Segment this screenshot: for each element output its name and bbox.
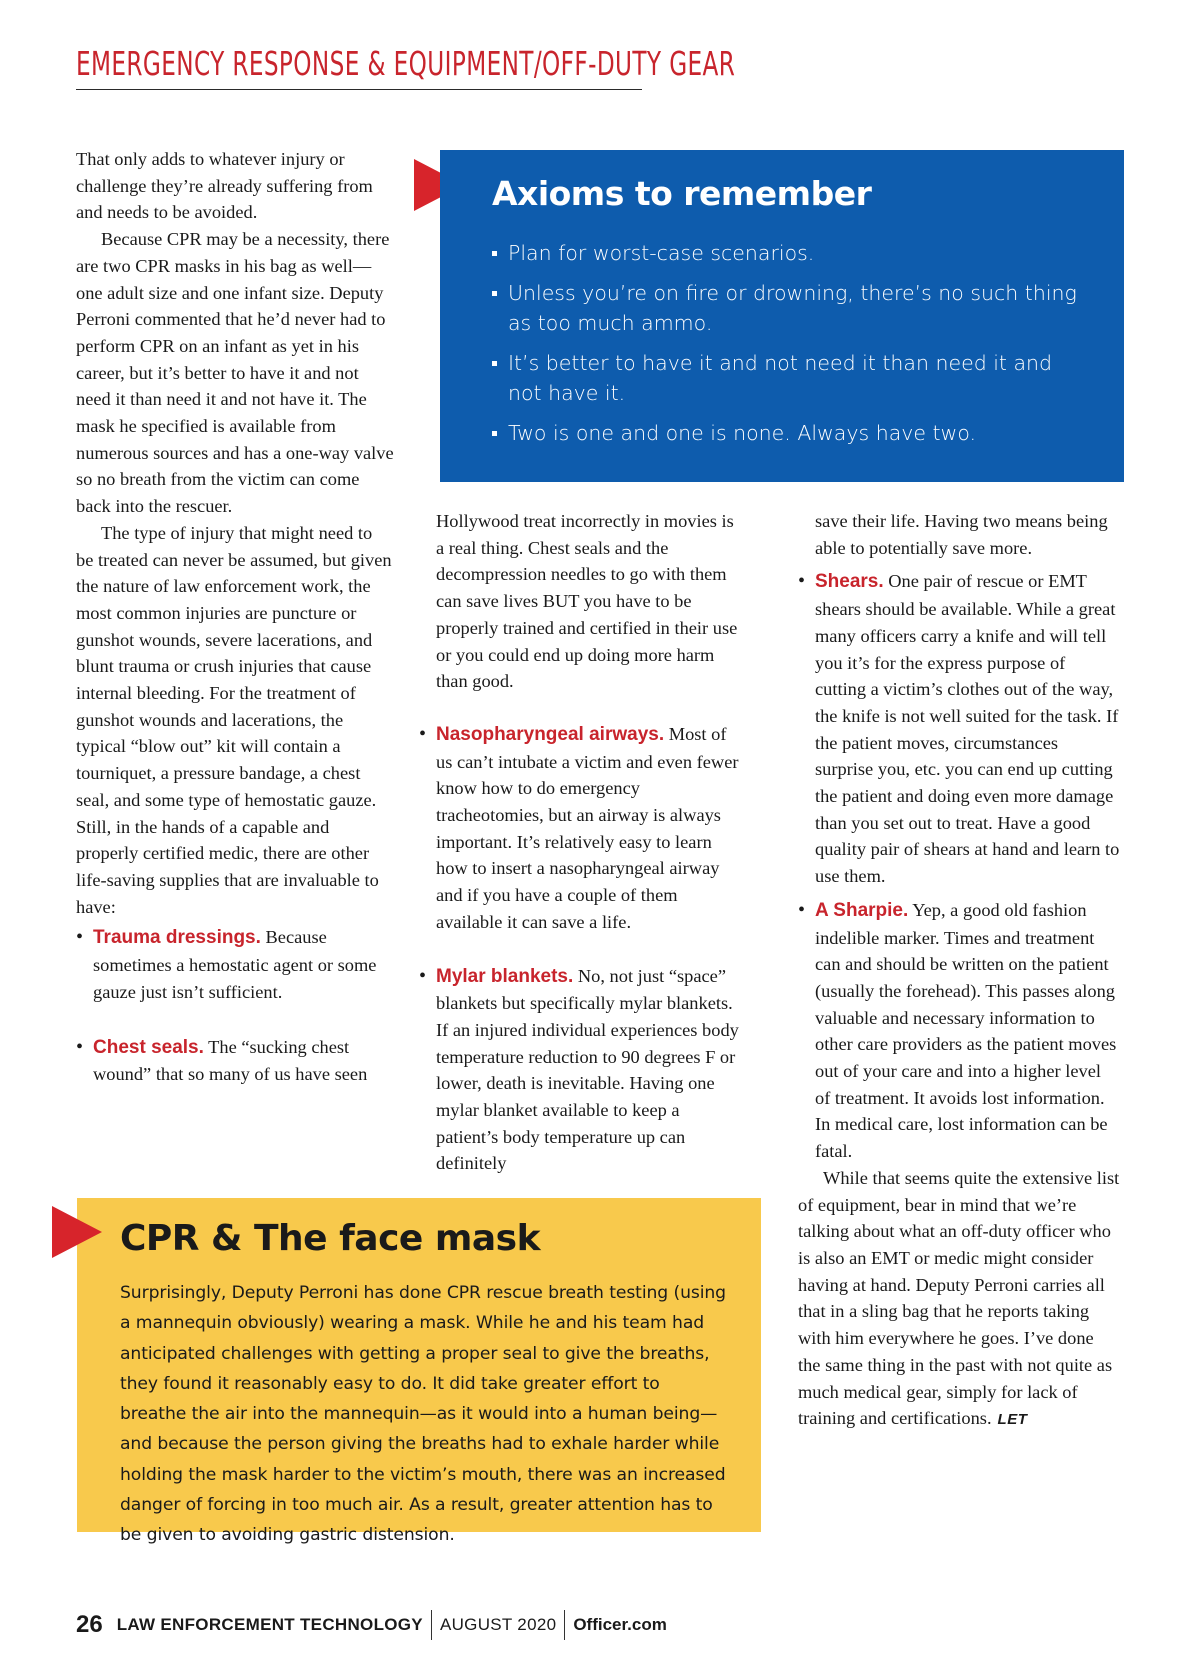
paragraph: save their life. Having two means being able to potentially save more. [815, 511, 1108, 558]
axioms-list [492, 238, 1092, 458]
publication-name: LAW ENFORCEMENT TECHNOLOGY [116, 1615, 423, 1634]
closing-paragraph [798, 1165, 1120, 1434]
paragraph: That only adds to whatever injury or challenge they’re already suffering from and needs to be avoided. [76, 149, 373, 223]
bullet-text: One pair of rescue or EMT shears should be available. While a great many officers carry a knife and will tell you it’s for the express purpose of cutting a victim’s clothes out of the way, the knife is not well suited for the task. If the patient moves, circumstances surprise you, etc. you can end up cutting the patient and doing even more damage than you set out to treat. Have a good quality pair of shears at hand and learn to use them. [815, 571, 1120, 887]
bullet-term: A Sharpie. [815, 899, 909, 921]
divider [564, 1610, 565, 1640]
axiom-item: Plan for worst-case scenarios. [492, 238, 1092, 268]
divider [431, 1610, 432, 1640]
paragraph: Because CPR may be a necessity, there are two CPR masks in his bag as well—one adult size and one infant size. Deputy Perroni commented that he’d never had to perform CPR on an infant as yet in his career, but it’s better to have it and not need it than need it and not have it. The mask he specified is available from numerous sources and has a one-way valve so no breath from the victim can come back into the rescuer. [76, 229, 394, 517]
axioms-sidebar [440, 150, 1124, 482]
bullet-text: Yep, a good old fashion indelible marker. Times and treatment can and should be written on the patient (usually the forehead). This passes along valuable and necessary information to other care providers as the patient moves out of your care and into a higher level of treatment. It avoids lost information. In medical care, lost information can be fatal. [815, 899, 1117, 1162]
cpr-sidebar [77, 1198, 761, 1546]
axioms-title: Axioms to remember [492, 174, 872, 213]
bullet-term: Trauma dressings. [93, 927, 261, 949]
bullet-text: The “sucking chest wound” that so many of us have seen [93, 1036, 368, 1085]
equipment-list [76, 924, 394, 1088]
list-item [76, 1034, 394, 1088]
website-link[interactable]: Officer.com [573, 1615, 667, 1634]
middle-column [436, 508, 742, 1177]
bullet-term: Nasopharyngeal airways. [436, 723, 665, 745]
list-item [798, 897, 1120, 1165]
right-column [798, 508, 1120, 1434]
page-footer [76, 1608, 667, 1642]
bullet-text: No, not just “space” blankets but specifically mylar blankets. If an injured individual experiences body temperature reduction to 90 degrees F or lower, death is inevitable. Having one mylar blanket available to keep a patient’s body temperature up can definitely [436, 965, 739, 1174]
cpr-title: CPR & The face mask [120, 1218, 541, 1259]
issue-date: AUGUST 2020 [439, 1615, 557, 1634]
arrow-marker-icon [52, 1206, 102, 1258]
bullet-text: Because sometimes a hemostatic agent or some gauze just isn’t sufficient. [93, 927, 377, 1002]
list-item [419, 721, 742, 936]
bullet-text: Most of us can’t intubate a victim and even fewer know how to do emergency tracheotomies, but an airway is always important. It’s relatively easy to learn how to insert a nasopharyngeal airway and if you have a couple of them available it can save a life. [436, 723, 739, 932]
section-title: EMERGENCY RESPONSE & EQUIPMENT/OFF-DUTY GEAR [76, 44, 736, 83]
end-mark: LET [997, 1411, 1028, 1429]
page-number: 26 [76, 1611, 103, 1638]
axiom-item: Unless you’re on fire or drowning, there’s no such thing as too much ammo. [492, 278, 1092, 338]
section-header [76, 44, 736, 90]
axiom-item: It’s better to have it and not need it than need it and not have it. [492, 348, 1092, 408]
bullet-term: Chest seals. [93, 1036, 204, 1058]
equipment-list [798, 568, 1120, 1164]
cpr-body: Surprisingly, Deputy Perroni has done CPR rescue breath testing (using a mannequin obviously) wearing a mask. While he and his team had anticipated challenges with getting a proper seal to give the breaths, they found it reasonably easy to do. It did take greater effort to breathe the air into the mannequin—as it would into a human being—and because the person giving the breaths had to exhale harder while holding the mask harder to the victim’s mouth, there was an increased danger of forcing in too much air. As a result, greater attention has to be given to avoiding gastric distension. [120, 1283, 726, 1546]
axiom-item: Two is one and one is none. Always have two. [492, 418, 1092, 448]
left-column [76, 146, 394, 1088]
bullet-term: Mylar blankets. [436, 965, 574, 987]
equipment-list [419, 721, 742, 1177]
bullet-term: Shears. [815, 571, 884, 593]
list-item [798, 568, 1120, 889]
closing-text: While that seems quite the extensive list of equipment, bear in mind that we’re talking about what an off-duty officer who is also an EMT or medic might consider having at hand. Deputy Perroni carries all that in a sling bag that he reports taking with him everywhere he goes. I’ve done the same thing in the past with not quite as much medical gear, simply for lack of training and certifications. [798, 1167, 1120, 1429]
paragraph: The type of injury that might need to be treated can never be assumed, but given the nature of law enforcement work, the most common injuries are puncture or gunshot wounds, severe lacerations, and blunt trauma or crush injuries that cause internal bleeding. For the treatment of gunshot wounds and lacerations, the typical “blow out” kit will contain a tourniquet, a pressure bandage, a chest seal, and some type of hemostatic gauze. Still, in the hands of a capable and properly certified medic, there are other life-saving supplies that are invaluable to have: [76, 522, 392, 917]
paragraph: Hollywood treat incorrectly in movies is a real thing. Chest seals and the decompression needles to go with them can save lives BUT you have to be properly trained and certified in their use or you could end up doing more harm than good. [436, 511, 738, 692]
list-item [76, 924, 394, 1005]
list-item [419, 963, 742, 1178]
